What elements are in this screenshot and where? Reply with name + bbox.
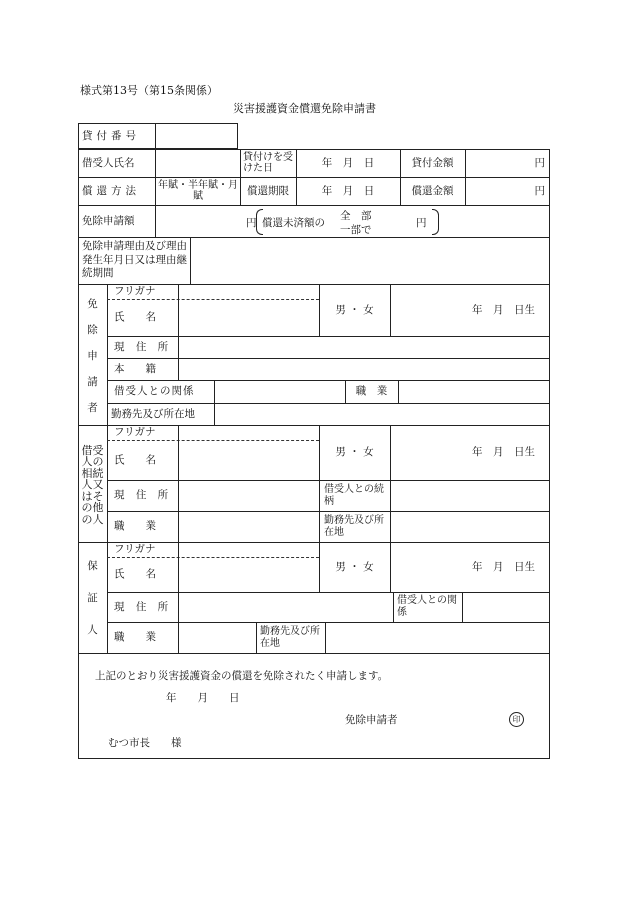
borrower-name-label: 借受人氏名 [82,156,135,169]
reason-field[interactable] [191,238,549,283]
guarantor-section-label: 保 証 人 [87,560,98,636]
guarantor-furigana-label: フリガナ [114,543,156,556]
applicant-domicile-label: 本 籍 [114,362,156,375]
loan-number-field[interactable] [156,124,237,148]
applicant-workplace-field[interactable] [215,404,549,424]
applicant-address-field[interactable] [179,337,549,357]
heir-workplace-field[interactable] [391,512,549,541]
loan-received-date-label: 貸付けを受けた日 [243,151,293,174]
guarantor-gender[interactable]: 男 ・ 女 [335,560,374,573]
sign-date[interactable]: 年 月 日 [166,692,240,704]
applicant-occupation-label: 職 業 [355,385,388,398]
heir-section-label: 借受人の相続人又はその他の人 [81,443,104,526]
form-number: 様式第13号（第15条関係） [80,84,218,97]
repay-amount-yen[interactable]: 円 [534,184,545,197]
declaration-text: 上記のとおり災害援護資金の償還を免除されたく申請します。 [95,670,389,682]
repay-deadline-label: 償還期限 [247,184,289,197]
heir-address-field[interactable] [179,481,318,510]
repay-amount-label: 償還金額 [411,184,454,197]
applicant-relation-field[interactable] [215,381,344,402]
guarantor-relation-label: 借受人との関係 [397,595,457,618]
heir-relation-field[interactable] [391,481,549,510]
applicant-workplace-label: 勤務先及び所在地 [111,407,195,420]
guarantor-workplace-field[interactable] [326,623,549,652]
seal-mark: 印 [509,712,524,727]
applicant-sign-label: 免除申請者 [345,714,398,726]
unpaid-all: 全 部 [340,210,372,222]
heir-relation-label: 借受人との続柄 [324,483,384,507]
form-title: 災害援護資金償還免除申請書 [233,102,376,115]
loan-amount-label: 貸付金額 [411,156,454,169]
applicant-name-field[interactable] [179,285,318,335]
applicant-furigana-label: フリガナ [114,285,156,298]
loan-number-label: 貸付番号 [82,129,140,142]
repay-method-label: 償還方法 [82,184,140,197]
reason-label: 免除申請理由及び理由発生年月日又は理由継続期間 [82,240,187,280]
guarantor-occupation-field[interactable] [179,623,255,652]
applicant-address-label: 現 住 所 [114,340,173,353]
addressee: むつ市長 様 [108,737,182,749]
unpaid-label: 償還未済額の [262,217,325,229]
applicant-section-label: 免 除 申 請 者 [87,297,98,414]
exemption-yen: 円 [246,217,257,229]
guarantor-occupation-label: 職 業 [114,631,156,644]
guarantor-address-label: 現 住 所 [114,600,173,613]
brace-right [432,209,439,235]
loan-received-date-field[interactable]: 年 月 日 [321,156,375,169]
heir-name-field[interactable] [179,426,318,479]
guarantor-name-field[interactable] [179,543,318,591]
applicant-occupation-field[interactable] [399,381,549,402]
repay-method-options[interactable]: 年賦・半年賦・月賦 [158,179,238,202]
guarantor-birth[interactable]: 年 月 日生 [472,560,535,573]
loan-amount-yen[interactable]: 円 [534,156,545,169]
unpaid-yen: 円 [416,217,427,229]
heir-workplace-label: 勤務先及び所在地 [324,514,384,538]
heir-occupation-label: 職 業 [114,520,156,533]
heir-occupation-field[interactable] [179,512,318,541]
heir-birth[interactable]: 年 月 日生 [472,446,535,459]
applicant-birth[interactable]: 年 月 日生 [472,303,535,316]
heir-address-label: 現 住 所 [114,489,173,502]
guarantor-relation-field[interactable] [463,593,549,621]
applicant-gender[interactable]: 男 ・ 女 [335,303,374,316]
heir-furigana-label: フリガナ [114,426,156,439]
guarantor-name-label: 氏 名 [114,568,156,581]
heir-gender[interactable]: 男 ・ 女 [335,446,374,459]
exemption-amount-label: 免除申請額 [82,214,135,227]
applicant-name-label: 氏 名 [114,311,156,324]
applicant-relation-label: 借受人との関係 [114,385,195,398]
applicant-domicile-field[interactable] [179,359,549,379]
guarantor-address-field[interactable] [179,593,392,621]
heir-name-label: 氏 名 [114,453,156,466]
unpaid-part: 一部で [340,224,372,236]
guarantor-workplace-label: 勤務先及び所在地 [260,625,320,649]
repay-deadline-field[interactable]: 年 月 日 [321,184,375,197]
